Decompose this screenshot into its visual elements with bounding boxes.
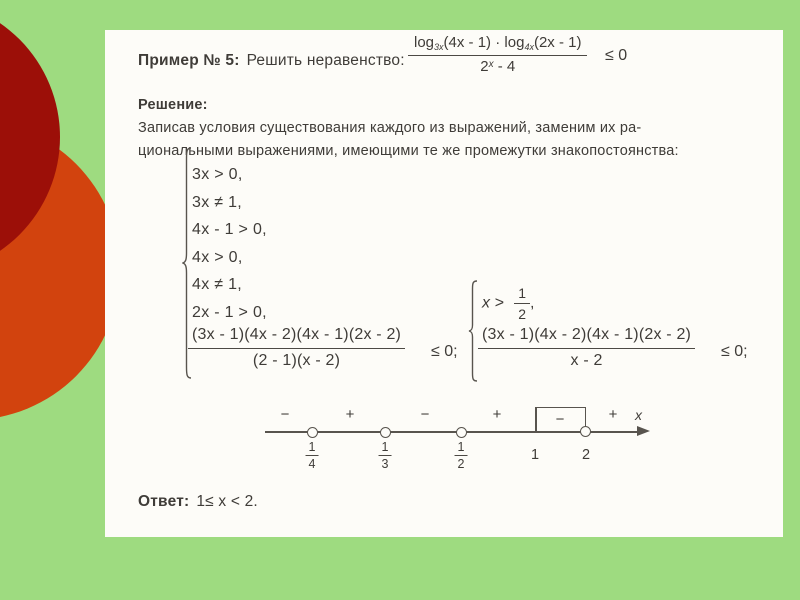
formula-relation: ≤ 0 xyxy=(605,47,628,64)
log-2-arg: (2x - 1) xyxy=(533,34,582,51)
system-left-item: 2x - 1 > 0, xyxy=(192,303,267,321)
frac-den: 2 xyxy=(457,457,465,471)
den-tail: - 4 xyxy=(493,58,516,75)
frac-den: 3 xyxy=(381,457,389,471)
open-point-one-fourth xyxy=(307,427,318,438)
left-fraction-relation: ≤ 0; xyxy=(431,343,458,360)
log-2-base: 4x xyxy=(524,42,534,52)
tick-label-two: 2 xyxy=(581,447,591,463)
sign-label: + xyxy=(492,406,502,423)
log-1-base: 3x xyxy=(434,42,444,52)
sign-label: − xyxy=(420,406,430,423)
problem-formula-fraction xyxy=(408,34,587,75)
problem-prompt: Решить неравенство: xyxy=(246,52,405,69)
solution-line-1 xyxy=(138,94,738,140)
multiply-dot: · xyxy=(495,34,501,51)
system-left-item: 4x - 1 > 0, xyxy=(192,221,267,238)
condition-lhs: x > xyxy=(482,294,504,312)
formula-denominator xyxy=(408,56,587,75)
content-panel xyxy=(105,30,783,537)
open-point-one-half xyxy=(456,427,467,438)
condition-fraction xyxy=(514,285,530,322)
axis-arrow-icon xyxy=(637,426,650,436)
condition-frac-den: 2 xyxy=(518,306,527,322)
log-1-arg: (4x - 1) xyxy=(443,34,492,51)
right-fraction-relation: ≤ 0; xyxy=(721,343,748,360)
tick-label-one-fourth xyxy=(306,440,319,471)
right-fraction-numerator: (3x - 1)(4x - 2)(4x - 1)(2x - 2) xyxy=(478,326,695,349)
system-brace-right xyxy=(468,280,478,382)
system-right-condition xyxy=(482,285,535,322)
tick-label-one-third xyxy=(379,440,392,471)
system-left-item: 4x > 0, xyxy=(192,248,243,266)
solution-line-2: циональными выражениями, имеющими те же промежутки знакопостоянства: xyxy=(138,143,679,159)
sign-label: + xyxy=(345,406,355,423)
left-fraction-denominator: (2 - 1)(x - 2) xyxy=(252,352,341,369)
frac-den: 4 xyxy=(308,457,316,471)
problem-statement xyxy=(138,52,405,70)
answer-value: 1≤ x < 2. xyxy=(196,493,258,510)
open-point-two xyxy=(580,426,591,437)
answer-line xyxy=(138,493,258,511)
system-right-fraction xyxy=(478,326,695,370)
den-base: 2 xyxy=(480,58,489,75)
answer-label: Ответ: xyxy=(138,493,190,510)
log-2: log xyxy=(504,34,525,51)
sign-label: − xyxy=(555,411,565,428)
condition-comma: , xyxy=(530,294,535,312)
right-fraction-denominator: x - 2 xyxy=(570,352,603,369)
left-fraction-numerator: (3x - 1)(4x - 2)(4x - 1)(2x - 2) xyxy=(188,326,405,349)
formula-numerator xyxy=(408,34,587,56)
sign-label: − xyxy=(280,406,290,423)
system-left-item: 4x ≠ 1, xyxy=(192,276,243,293)
axis-label-x: x xyxy=(635,407,642,423)
system-left-fraction xyxy=(188,326,405,370)
system-left-item: 3x > 0, xyxy=(192,166,243,183)
frac-num: 1 xyxy=(379,440,392,456)
tick-label-one-half xyxy=(455,440,468,471)
log-1: log xyxy=(414,34,435,51)
solution-interval-box xyxy=(535,407,586,430)
system-left-item: 3x ≠ 1, xyxy=(192,193,243,211)
solution-label: Решение: xyxy=(138,97,208,113)
den-exponent: x xyxy=(488,59,494,70)
frac-num: 1 xyxy=(455,440,468,456)
problem-label: Пример № 5: xyxy=(138,52,240,69)
sign-label: + xyxy=(608,406,618,423)
system-left-items xyxy=(192,161,267,326)
tick-label-one: 1 xyxy=(530,447,540,463)
frac-num: 1 xyxy=(306,440,319,456)
solution-line-1-text: Записав условия существования каждого из выражений, заменим их ра- xyxy=(138,120,642,136)
point-tick-1 xyxy=(535,407,537,432)
open-point-one-third xyxy=(380,427,391,438)
condition-frac-num: 1 xyxy=(514,285,530,304)
solution-paragraph xyxy=(138,94,738,163)
